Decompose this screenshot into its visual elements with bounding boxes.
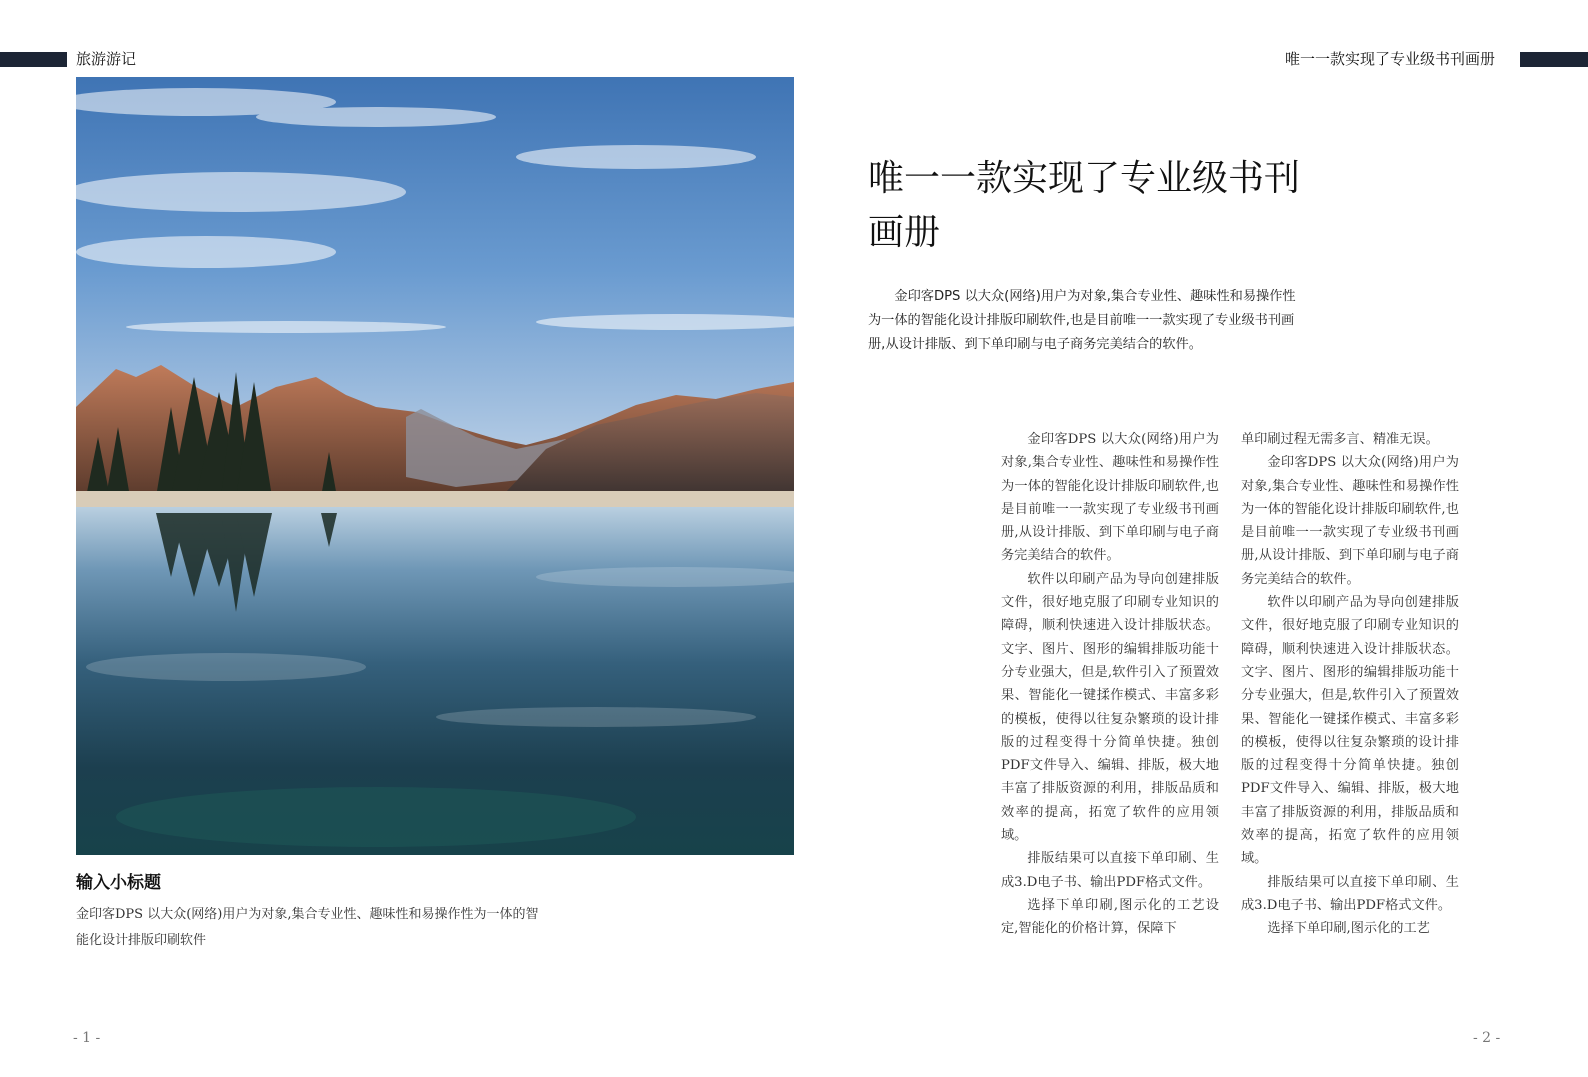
body-column-2 xyxy=(1241,428,1459,988)
header-bar-left xyxy=(0,52,67,67)
body-column-1 xyxy=(1001,428,1219,988)
running-head-right: 唯一一款实现了专业级书刊画册 xyxy=(1284,50,1495,68)
article-lead: 金印客DPS 以大众(网络)用户为对象,集合专业性、趣味性和易操作性为一体的智能化设计排版印刷软件,也是目前唯一一款实现了专业级书刊画册,从设计排版、到下单印刷与电子商务完美结合的软件。 xyxy=(868,289,1296,352)
column-2-paragraph: 排版结果可以直接下单印刷、生成3.D电子书、输出PDF格式文件。 xyxy=(1241,874,1459,913)
header-bar-right xyxy=(1520,52,1588,67)
column-2-paragraph: 软件以印刷产品为导向创建排版文件，很好地克服了印刷专业知识的障碍，顺利快速进入设计排版状态。文字、图片、图形的编辑排版功能十分专业强大，但是,软件引入了预置效果、智能化一键揉作模式、丰富多彩的模板，使得以往复杂繁琐的设计排版的过程变得十分简单快捷。独创PDF文件导入、编辑、排版，极大地丰富了排版资源的利用，排版品质和效率的提高，拓宽了软件的应用领域。 xyxy=(1241,595,1459,867)
caption-title: 输入小标题 xyxy=(76,873,161,893)
page-number-right: - 2 - xyxy=(1473,1030,1501,1046)
running-head-left: 旅游游记 xyxy=(76,50,137,68)
column-2-paragraph: 选择下单印刷,图示化的工艺 xyxy=(1267,921,1430,937)
column-1-paragraph: 金印客DPS 以大众(网络)用户为对象,集合专业性、趣味性和易操作性为一体的智能化设计排版印刷软件,也是目前唯一一款实现了专业级书刊画册,从设计排版、到下单印刷与电子商务完美结合的软件。 xyxy=(1001,432,1219,564)
caption-body: 金印客DPS 以大众(网络)用户为对象,集合专业性、趣味性和易操作性为一体的智能化设计排版印刷软件 xyxy=(76,907,539,948)
column-1-paragraph: 选择下单印刷,图示化的工艺设定,智能化的价格计算，保障下 xyxy=(1001,897,1219,937)
column-1-paragraph: 软件以印刷产品为导向创建排版文件，很好地克服了印刷专业知识的障碍，顺利快速进入设计排版状态。文字、图片、图形的编辑排版功能十分专业强大，但是,软件引入了预置效果、智能化一键揉作模式、丰富多彩的模板，使得以往复杂繁琐的设计排版的过程变得十分简单快捷。独创PDF文件导入、编辑、排版，极大地丰富了排版资源的利用，排版品质和效率的提高，拓宽了软件的应用领域。 xyxy=(1001,571,1219,844)
page-number-left: - 1 - xyxy=(73,1030,101,1046)
column-2-paragraph: 单印刷过程无需多言、精准无误。 xyxy=(1241,432,1439,447)
mountain-lake-photo xyxy=(76,77,794,855)
article-headline: 唯一一款实现了专业级书刊画册 xyxy=(868,158,1301,253)
column-2-paragraph: 金印客DPS 以大众(网络)用户为对象,集合专业性、趣味性和易操作性为一体的智能化设计排版印刷软件,也是目前唯一一款实现了专业级书刊画册,从设计排版、到下单印刷与电子商务完美结合的软件。 xyxy=(1241,455,1459,587)
column-1-paragraph: 排版结果可以直接下单印刷、生成3.D电子书、输出PDF格式文件。 xyxy=(1001,851,1219,890)
